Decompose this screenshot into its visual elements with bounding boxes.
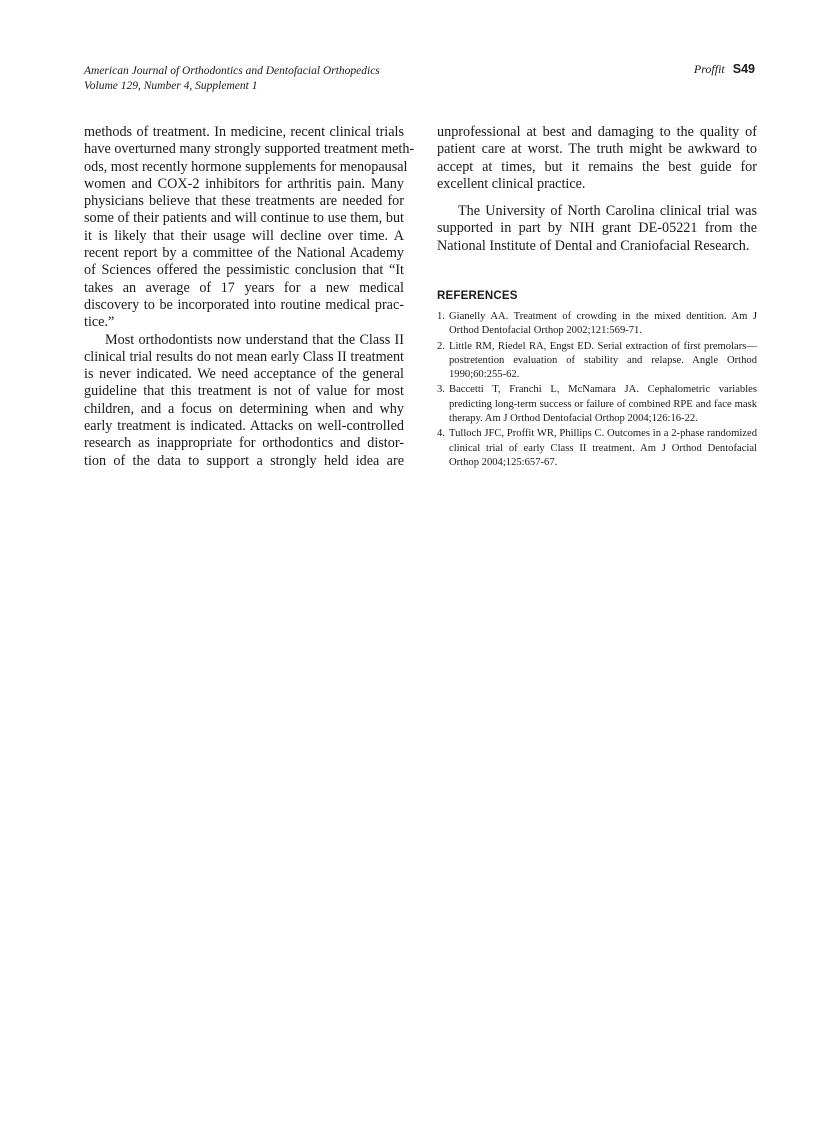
- text-line: unprofessional at best and damaging to the quality of: [437, 124, 757, 140]
- volume-info: Volume 129, Number 4, Supplement 1: [84, 79, 258, 92]
- text-line: takes an average of 17 years for a new medical: [84, 279, 404, 296]
- text-line: tice.”: [84, 314, 115, 331]
- reference-item: [437, 427, 757, 470]
- text-line: Most orthodontists now understand that the Class II: [105, 331, 404, 348]
- reference-text: Gianelly AA. Treatment of crowding in the mixed dentition. Am J Orthod Dentofacial Orthop 2002;121:569-71.: [449, 311, 757, 337]
- text-line: ods, most recently hormone supplements for menopausal: [84, 158, 408, 175]
- text-line: accept at times, but it remains the best guide for: [437, 158, 757, 175]
- text-line: patient care at worst. The truth might be awkward to: [437, 141, 757, 158]
- reference-text: Little RM, Riedel RA, Engst ED. Serial extraction of first premolars—postretention evaluation of stability and relapse. Angle Orthod 1990;60:255-62.: [449, 340, 757, 381]
- text-line: children, and a focus on determining when and why: [84, 400, 404, 417]
- text-line: it is likely that their usage will decline over time. A: [84, 227, 404, 244]
- text-line: women and COX-2 inhibitors for arthritis pain. Many: [84, 175, 404, 192]
- text-line: supported in part by NIH grant DE-05221 from the: [437, 220, 757, 237]
- author-name: Proffit: [693, 62, 725, 76]
- paragraph: [437, 203, 757, 255]
- journal-title: American Journal of Orthodontics and Dentofacial Orthopedics: [84, 65, 380, 77]
- text-line: excellent clinical practice.: [437, 175, 586, 192]
- reference-text: Tulloch JFC, Proffit WR, Phillips C. Outcomes in a 2-phase randomized clinical trial of early Class II treatment. Am J Orthod Dentofacial Orthop 2004;125:657-67.: [449, 428, 757, 468]
- reference-number: 3.: [437, 384, 445, 396]
- text-line: The University of North Carolina clinical trial was: [458, 203, 757, 220]
- references-heading: REFERENCES: [437, 290, 518, 302]
- paragraph: [437, 124, 757, 193]
- text-line: recent report by a committee of the National Academy: [84, 245, 404, 262]
- reference-item: [437, 310, 757, 339]
- text-line: methods of treatment. In medicine, recent clinical trials: [84, 124, 404, 140]
- text-line: is never indicated. We need acceptance of the general: [84, 366, 404, 383]
- text-line: some of their patients and will continue to use them, but: [84, 210, 404, 227]
- text-line: National Institute of Dental and Craniofacial Research.: [437, 237, 750, 254]
- text-line: have overturned many strongly supported treatment meth-: [84, 141, 415, 158]
- page-header-right: [694, 62, 755, 77]
- text-line: early treatment is indicated. Attacks on well-controlled: [84, 418, 404, 435]
- text-line: of Sciences offered the pessimistic conclusion that “It: [84, 262, 404, 279]
- left-column: [84, 124, 415, 470]
- reference-text: Baccetti T, Franchi L, McNamara JA. Cephalometric variables predicting long-term success or failure of combined RPE and face mask therapy. Am J Orthod Dentofacial Orthop 2004;126:16-22.: [449, 384, 757, 425]
- page-number: S49: [732, 62, 755, 76]
- reference-number: 1.: [437, 311, 445, 322]
- reference-number: 2.: [437, 340, 445, 352]
- paragraph: [84, 124, 415, 332]
- reference-item: [437, 340, 757, 383]
- text-line: discovery to be incorporated into routine medical prac-: [84, 296, 404, 313]
- text-line: physicians believe that these treatments are needed for: [84, 193, 404, 210]
- references-section: [437, 290, 757, 471]
- references-list: [437, 310, 757, 470]
- reference-item: [437, 383, 757, 426]
- text-line: research as inappropriate for orthodontics and distor-: [84, 435, 404, 452]
- right-column: [437, 124, 757, 255]
- text-line: clinical trial results do not mean early Class II treatment: [84, 348, 404, 365]
- reference-number: 4.: [437, 428, 445, 440]
- text-line: tion of the data to support a strongly held idea are: [84, 452, 404, 469]
- paragraph: [84, 332, 404, 470]
- running-header: [84, 64, 380, 93]
- text-line: guideline that this treatment is not of value for most: [84, 383, 404, 400]
